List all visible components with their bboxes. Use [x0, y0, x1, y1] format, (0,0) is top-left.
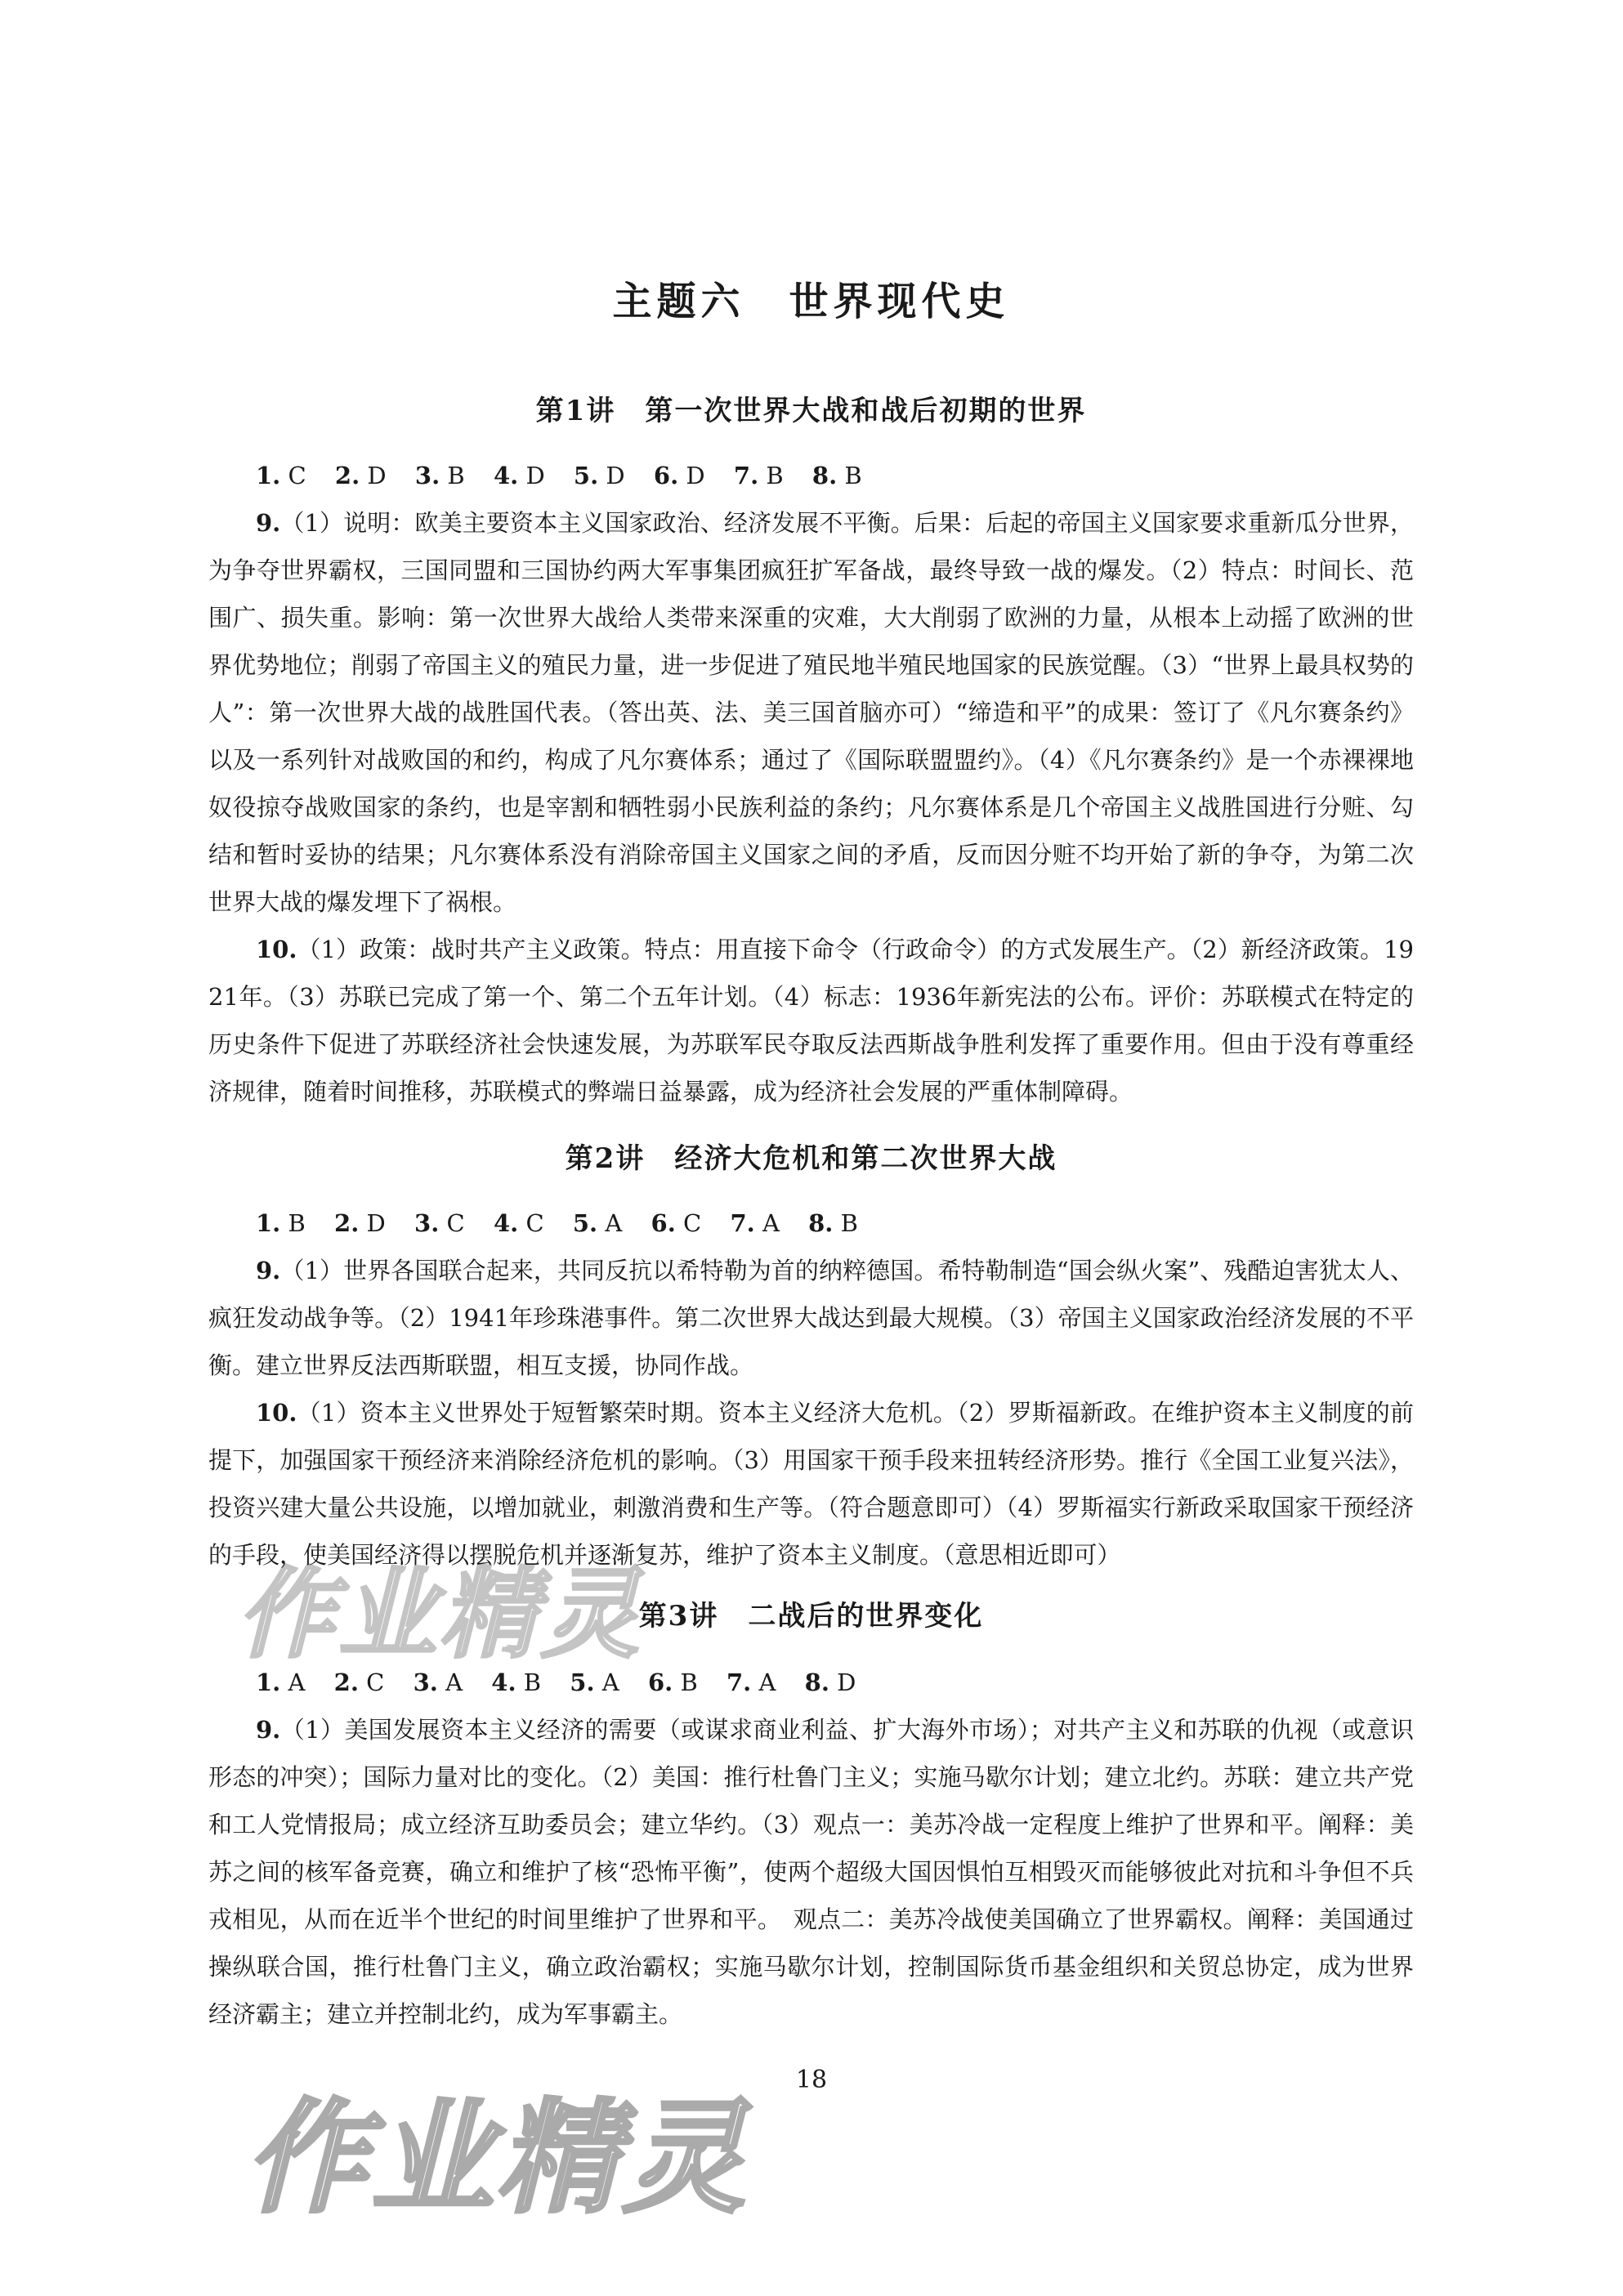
- mcq-item: 5. A: [572, 1209, 623, 1237]
- mcq-item: 8. D: [804, 1668, 856, 1696]
- watermark-logo: 作业精灵: [245, 2088, 749, 2230]
- mcq-item: 3. C: [414, 1209, 465, 1237]
- mcq-item: 7. A: [730, 1209, 780, 1237]
- mcq-item: 8. B: [808, 1209, 858, 1237]
- mcq-item: 6. C: [651, 1209, 702, 1237]
- answer-paragraph: 9.（1）说明：欧美主要资本主义国家政治、经济发展不平衡。后果：后起的帝国主义国家要求重新瓜分世界，为争夺世界霸权，三国同盟和三国协约两大军事集团疯狂扩军备战，最终导致一战的爆发。（2）特点：时间长、范围广、损失重。影响：第一次世界大战给人类带来深重的灾难，大大削弱了欧洲的力量，从根本上动摇了欧洲的世界优势地位；削弱了帝国主义的殖民力量，进一步促进了殖民地半殖民地国家的民族觉醒。（3）“世界上最具权势的人”：第一次世界大战的战胜国代表。（答出英、法、美三国首脑亦可）“缔造和平”的成果：签订了《凡尔赛条约》以及一系列针对战败国的和约，构成了凡尔赛体系；通过了《国际联盟盟约》。（4）《凡尔赛条约》是一个赤裸裸地奴役掠夺战败国家的条约，也是宰割和牺牲弱小民族利益的条约；凡尔赛体系是几个帝国主义战胜国进行分赃、勾结和暂时妥协的结果；凡尔赛体系没有消除帝国主义国家之间的矛盾，反而因分赃不均开始了新的争夺，为第二次世界大战的爆发埋下了祸根。: [208, 509, 1414, 916]
- lecture-answers: [208, 452, 1414, 1115]
- mcq-item: 6. B: [647, 1668, 698, 1696]
- mcq-item: 4. C: [493, 1209, 544, 1237]
- mcq-item: 4. B: [491, 1668, 542, 1696]
- mcq-item: 1. A: [256, 1668, 306, 1696]
- mcq-item: 2. C: [333, 1668, 385, 1696]
- lecture-answers: [208, 1659, 1414, 2038]
- answer-paragraph: 9.（1）美国发展资本主义经济的需要（或谋求商业利益、扩大海外市场）；对共产主义和苏联的仇视（或意识形态的冲突）；国际力量对比的变化。（2）美国：推行杜鲁门主义；实施马歇尔计划；建立北约。苏联：建立共产党和工人党情报局；成立经济互助委员会；建立华约。（3）观点一：美苏冷战一定程度上维护了世界和平。阐释：美苏之间的核军备竞赛，确立和维护了核“恐怖平衡”，使两个超级大国因惧怕互相毁灭而能够彼此对抗和斗争但不兵戎相见，从而在近半个世纪的时间里维护了世界和平。 观点二：美苏冷战使美国确立了世界霸权。阐释：美国通过操纵联合国，推行杜鲁门主义，确立政治霸权；实施马歇尔计划，控制国际货币基金组织和关贸总协定，成为世界经济霸主；建立并控制北约，成为军事霸主。: [208, 1716, 1414, 2028]
- page-title: 主题六 世界现代史: [612, 279, 1010, 324]
- mcq-item: 1. B: [256, 1209, 306, 1237]
- answer-paragraph: 9.（1）世界各国联合起来，共同反抗以希特勒为首的纳粹德国。希特勒制造“国会纵火案”、残酷迫害犹太人、疯狂发动战争等。（2）1941年珍珠港事件。第二次世界大战达到最大规模。（3）帝国主义国家政治经济发展的不平衡。建立世界反法西斯联盟，相互支援，协同作战。: [208, 1257, 1414, 1379]
- answer-paragraph: 10.（1）资本主义世界处于短暂繁荣时期。资本主义经济大危机。（2）罗斯福新政。在维护资本主义制度的前提下，加强国家干预经济来消除经济危机的影响。（3）用国家干预手段来扭转经济形势。推行《全国工业复兴法》，投资兴建大量公共设施，以增加就业，刺激消费和生产等。（符合题意即可）（4）罗斯福实行新政采取国家干预经济的手段，使美国经济得以摆脱危机并逐渐复苏，维护了资本主义制度。（意思相近即可）: [208, 1399, 1414, 1569]
- mcq-item: 7. B: [733, 462, 784, 489]
- lecture-title: 第3讲 二战后的世界变化: [638, 1600, 984, 1633]
- mcq-item: 8. B: [812, 462, 862, 489]
- page-number: 18: [795, 2066, 828, 2094]
- watermark-logo: 作业精灵: [237, 1558, 642, 1672]
- mcq-item: 2. D: [334, 462, 387, 489]
- answer-paragraph: 10.（1）政策：战时共产主义政策。特点：用直接下命令（行政命令）的方式发展生产。（2）新经济政策。1921年。（3）苏联已完成了第一个、第二个五年计划。（4）标志：1936年新宪法的公布。评价：苏联模式在特定的历史条件下促进了苏联经济社会快速发展，为苏联军民夺取反法西斯战争胜利发挥了重要作用。但由于没有尊重经济规律，随着时间推移，苏联模式的弊端日益暴露，成为经济社会发展的严重体制障碍。: [208, 936, 1414, 1106]
- multiple-choice-answers: [208, 1659, 1414, 1706]
- lecture-answers: [208, 1199, 1414, 1579]
- multiple-choice-answers: [208, 452, 1414, 499]
- multiple-choice-answers: [208, 1199, 1414, 1247]
- mcq-item: 6. D: [653, 462, 705, 489]
- mcq-item: 7. A: [727, 1668, 776, 1696]
- mcq-item: 1. C: [256, 462, 306, 489]
- mcq-item: 4. D: [493, 462, 545, 489]
- mcq-item: 2. D: [334, 1209, 386, 1237]
- mcq-item: 5. D: [573, 462, 625, 489]
- mcq-item: 5. A: [570, 1668, 619, 1696]
- lecture-title: 第2讲 经济大危机和第二次世界大战: [565, 1142, 1057, 1175]
- lecture-title: 第1讲 第一次世界大战和战后初期的世界: [535, 395, 1087, 427]
- mcq-item: 3. B: [414, 462, 465, 489]
- mcq-item: 3. A: [413, 1668, 463, 1696]
